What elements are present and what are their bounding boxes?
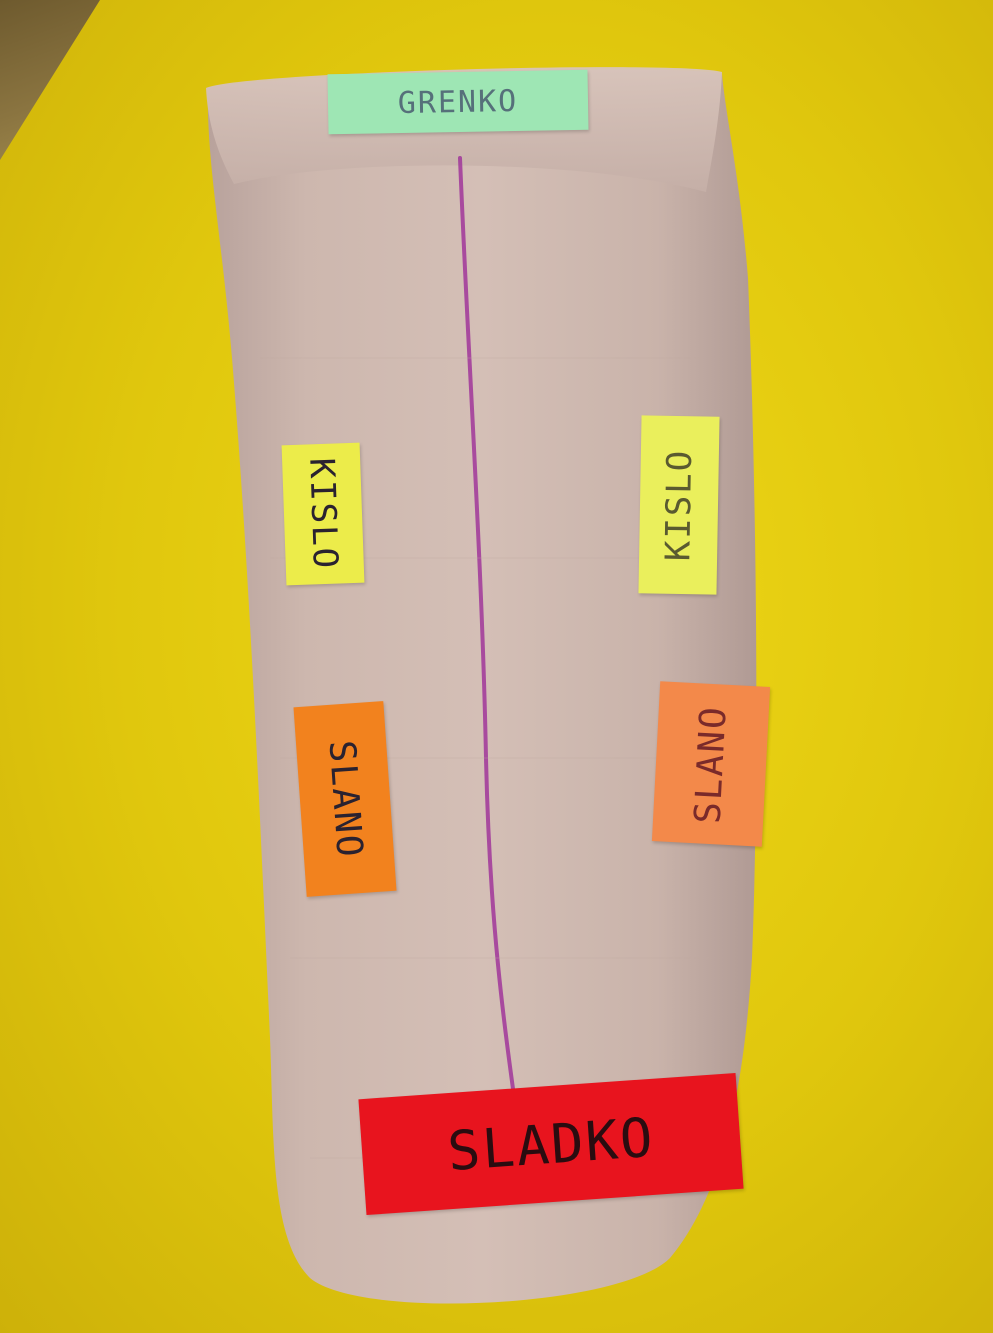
label-slano-right-text: SLANO — [687, 703, 735, 825]
label-kislo-left-text: KISLO — [301, 457, 345, 571]
label-slano-left-text: SLANO — [320, 738, 370, 860]
label-slano-right — [652, 681, 770, 847]
label-kislo-left — [282, 443, 365, 586]
label-sladko-text: SLADKO — [445, 1105, 657, 1183]
label-slano-left — [293, 701, 396, 897]
label-grenko — [327, 70, 588, 135]
label-kislo-right-text: KISLO — [658, 448, 700, 562]
label-kislo-right — [638, 415, 719, 594]
label-grenko-text: GRENKO — [397, 83, 519, 121]
